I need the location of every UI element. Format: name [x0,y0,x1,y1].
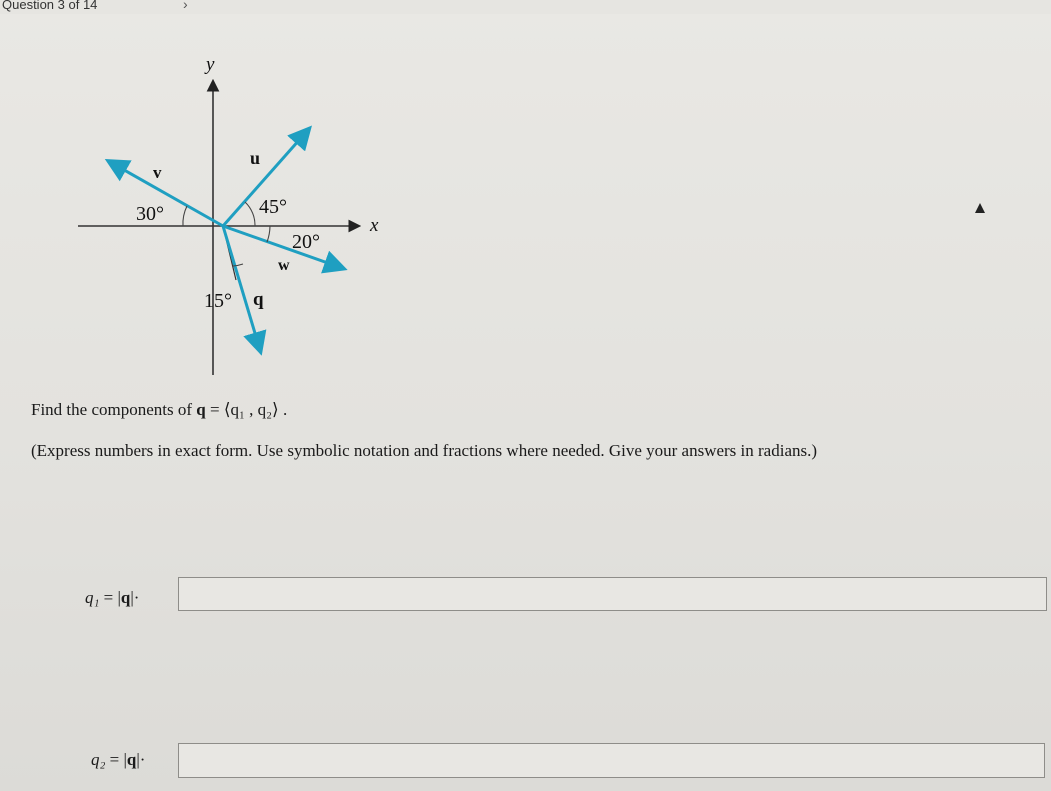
answer-label-q2-end: |· [136,750,146,769]
prompt-suffix: = ⟨q₁ , q₂⟩ . [205,400,288,419]
answer-label-q2-var: q₂ [91,750,106,769]
angle-arc-45 [245,202,255,226]
y-axis-label: y [206,54,215,75]
prompt-prefix: Find the components of [31,400,197,419]
angle-label-45: 45° [259,196,287,218]
vector-diagram [70,40,400,380]
vector-diagram-svg [70,40,400,380]
x-axis-label: x [370,215,379,236]
angle-arc-20 [267,226,270,242]
answer-label-q1 [85,588,139,608]
prompt-vector: q [196,400,206,419]
mouse-cursor-icon [975,203,985,213]
q2-answer-input[interactable] [178,743,1045,778]
answer-label-q2 [91,750,145,770]
answer-label-q1-eq: = | [99,588,121,607]
angle-label-30: 30° [136,203,164,225]
top-bar [0,0,1051,14]
answer-label-q2-vec: q [126,750,137,769]
answer-label-q1-var: q₁ [85,588,100,607]
angle-label-15: 15° [204,290,232,312]
answer-label-q1-vec: q [120,588,131,607]
angle-label-20: 20° [292,231,320,253]
vector-q [223,226,260,350]
vector-w-label: w [278,257,290,274]
vector-v-label: v [153,163,162,182]
question-instruction: (Express numbers in exact form. Use symbolic notation and fractions where needed. Give your answers in radians.) [31,441,818,460]
angle-arc-30 [183,206,187,226]
vector-q-label: q [253,289,264,310]
question-prompt [31,400,287,420]
vector-u-label: u [250,148,261,168]
answer-label-q1-end: |· [130,588,140,607]
chevron-right-icon[interactable]: › [183,0,188,12]
answer-label-q2-eq: = | [105,750,127,769]
vector-v [110,162,223,226]
question-counter: Question 3 of 14 [2,0,98,12]
q1-answer-input[interactable] [178,577,1047,611]
